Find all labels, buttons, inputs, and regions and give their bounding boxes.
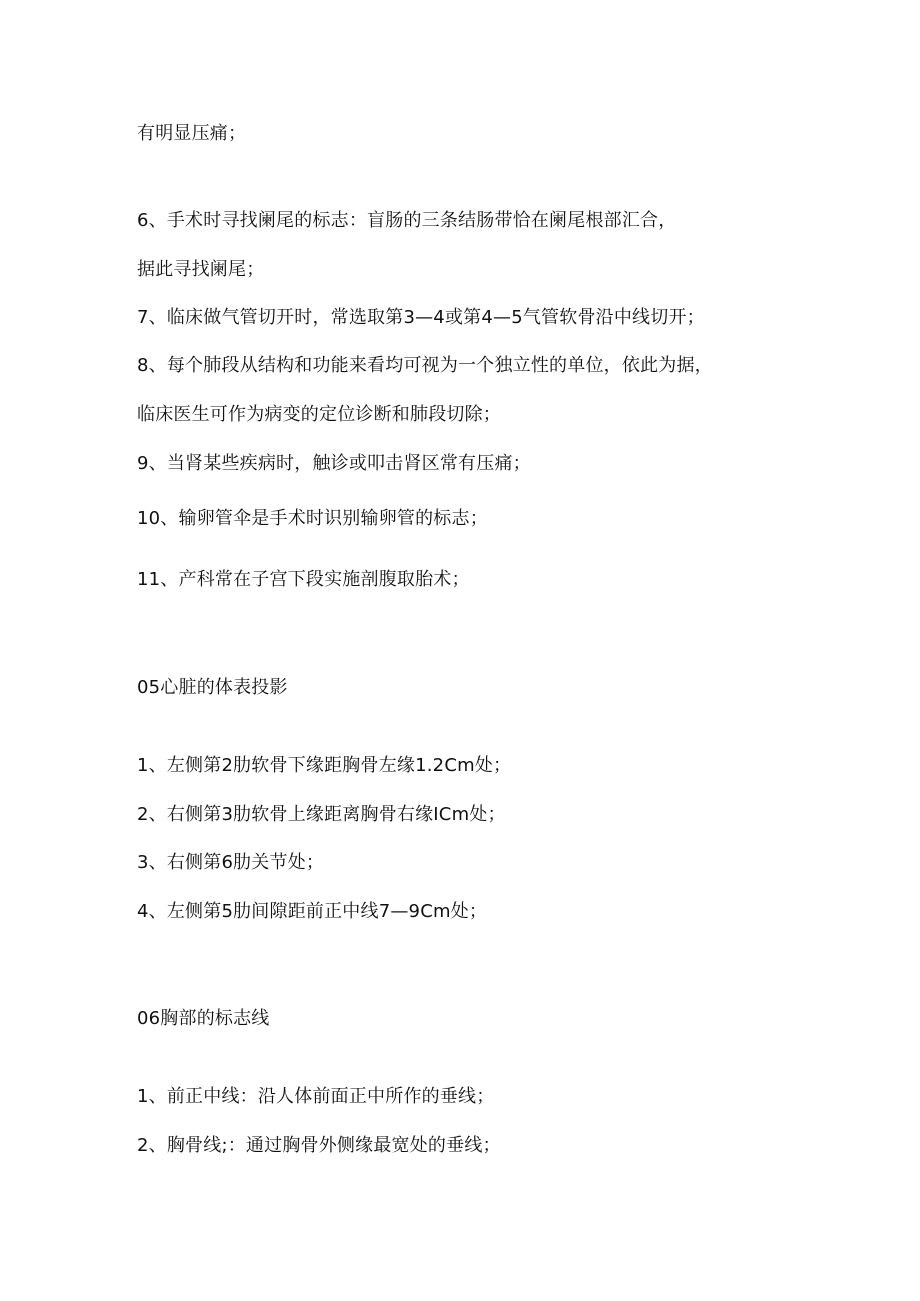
text-line: 2、胸骨线;：通过胸骨外侧缘最宽处的垂线； [137,1135,501,1156]
text-line: 10、输卵管伞是手术时识别输卵管的标志； [137,508,488,529]
text-line: 1、左侧第2肋软骨下缘距胸骨左缘1.2Cm处； [137,755,512,776]
text-line: 临床医生可作为病变的定位诊断和肺段切除； [137,404,501,425]
text-line: 有明显压痛； [137,123,247,144]
text-line: 3、右侧第6肋关节处； [137,852,325,873]
text-line: 4、左侧第5肋间隙距前正中线7—9Cm处； [137,901,488,922]
text-line: 7、临床做气管切开时，常选取第3—4或第4—5气管软骨沿中线切开； [137,307,705,328]
text-line: 8、每个肺段从结构和功能来看均可视为一个独立性的单位，依此为据， [137,355,713,376]
text-line: 9、当肾某些疾病时，触诊或叩击肾区常有压痛； [137,453,531,474]
text-line: 1、前正中线：沿人体前面正中所作的垂线； [137,1086,495,1107]
section-heading: 05心脏的体表投影 [137,677,288,698]
section-heading: 06胸部的标志线 [137,1008,270,1029]
text-line: 据此寻找阑尾； [137,259,265,280]
text-line: 2、右侧第3肋软骨上缘距离胸骨右缘ICm处； [137,804,506,825]
text-line: 6、手术时寻找阑尾的标志：盲肠的三条结肠带恰在阑尾根部汇合， [137,210,677,231]
text-line: 11、产科常在子宫下段实施剖腹取胎术； [137,569,470,590]
